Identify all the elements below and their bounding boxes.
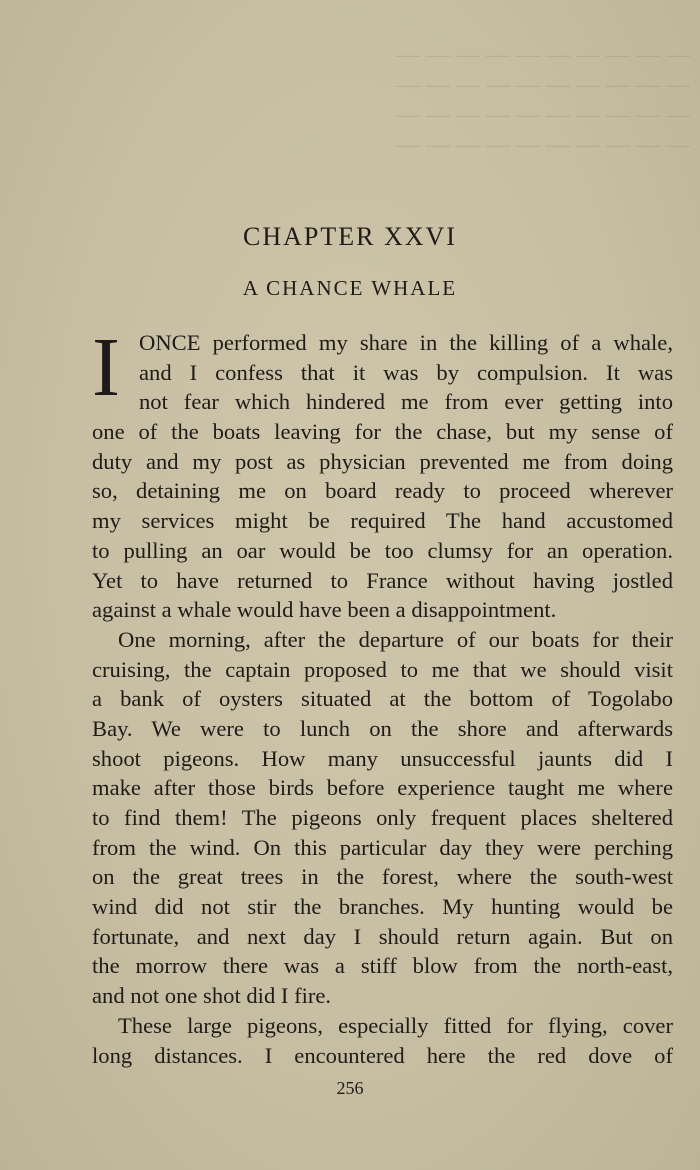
paragraph-3: [92, 1011, 673, 1070]
text-line: ONCE performed my share in the killing of a whale,: [139, 330, 673, 355]
text-line: against a whale would have been a disappointment.: [92, 597, 557, 623]
text-line: long distances. I encountered here the red dove of: [92, 1042, 673, 1068]
text-line: Bay. We were to lunch on the shore and afterwards: [92, 715, 673, 741]
page-number: 256: [336, 1078, 364, 1098]
drop-cap: I: [92, 321, 120, 414]
chapter-subtitle: A CHANCE WHALE: [242, 276, 458, 300]
text-line: the morrow there was a stiff blow from the north-east,: [92, 953, 673, 979]
text-line: duty and my post as physician prevented me from doing: [92, 448, 673, 474]
text-line: a bank of oysters situated at the bottom of Togolabo: [92, 686, 673, 712]
text-line: on the great trees in the forest, where the south-west: [92, 864, 673, 890]
text-line: wind did not stir the branches. My hunting would be: [92, 894, 673, 920]
text-line: cruising, the captain proposed to me that we should visit: [92, 656, 673, 682]
chapter-title: CHAPTER XXVI: [243, 222, 457, 251]
text-line: These large pigeons, especially fitted for flying, cover: [118, 1012, 673, 1038]
text-line: make after those birds before experience taught me where: [92, 775, 673, 801]
text-line: to pulling an oar would be too clumsy for an operation.: [92, 537, 673, 563]
text-line: so, detaining me on board ready to proceed wherever: [92, 478, 673, 504]
text-line: and I confess that it was by compulsion. It was: [139, 359, 673, 385]
body-text: [92, 321, 673, 1070]
text-line: fortunate, and next day I should return again. But on: [92, 923, 673, 949]
show-through-texture: — — — — — — — — — — — — — — — — — — — — — — — — — — — — — — — — — — — — — — — —: [396, 42, 690, 158]
text-line: Yet to have returned to France without having jostled: [92, 567, 673, 593]
text-line: from the wind. On this particular day they were perching: [92, 834, 673, 860]
text-line: one of the boats leaving for the chase, but my sense of: [92, 419, 673, 445]
text-line: One morning, after the departure of our boats for their: [118, 626, 673, 652]
text-line: and not one shot did I fire.: [92, 983, 332, 1009]
text-line: my services might be required The hand accustomed: [92, 508, 673, 534]
text-line: shoot pigeons. How many unsuccessful jaunts did I: [92, 745, 673, 771]
text-line: not fear which hindered me from ever getting into: [139, 389, 673, 415]
paragraph-2: [92, 625, 673, 1011]
text-line: to find them! The pigeons only frequent places sheltered: [92, 805, 673, 830]
paragraph-1: [92, 321, 673, 625]
